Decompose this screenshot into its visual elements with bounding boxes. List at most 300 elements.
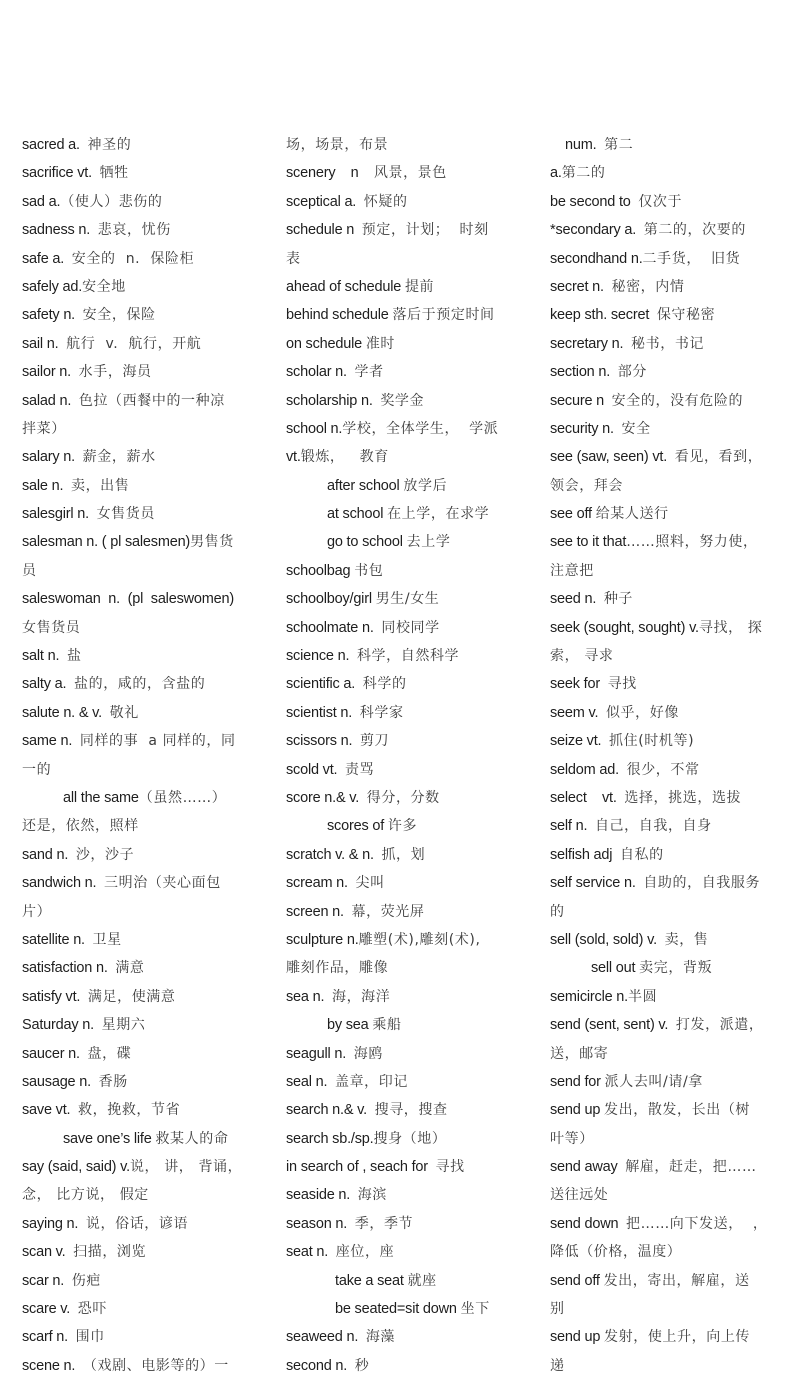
vocab-entry — [286, 301, 522, 329]
entry-headword: secondhand n. — [550, 250, 643, 267]
entry-headword: on schedule — [286, 335, 366, 352]
entry-definition: 拌菜） — [22, 420, 66, 437]
vocab-entry — [286, 1011, 522, 1039]
entry-headword: season n. — [286, 1215, 355, 1232]
entry-definition: 季，季节 — [354, 1215, 414, 1232]
entry-definition: 寻找 — [607, 676, 637, 693]
entry-definition: 悲哀，忧伤 — [97, 222, 171, 239]
entry-headword: school n. — [286, 420, 343, 437]
entry-headword: sceptical a. — [286, 193, 364, 210]
entry-definition: 盖章，印记 — [334, 1073, 408, 1090]
entry-headword: num. — [565, 137, 605, 153]
entry-headword: schedule n — [286, 222, 362, 239]
entry-headword: vt. — [286, 449, 301, 466]
vocab-entry — [22, 784, 258, 812]
entry-headword: secretary n. — [550, 335, 632, 352]
entry-definition: 自助的，自我服务 — [643, 875, 761, 892]
entry-headword: satisfaction n. — [22, 960, 116, 977]
vocab-entry — [550, 443, 788, 471]
entry-definition: 把……向下发送， ， — [626, 1215, 768, 1232]
entry-headword: scan v. — [22, 1244, 74, 1261]
entry-headword: send for — [550, 1073, 605, 1090]
vocab-entry — [286, 500, 522, 528]
vocab-entry — [550, 1096, 788, 1124]
entry-headword: save vt. — [22, 1102, 79, 1119]
vocab-entry-continuation — [550, 642, 788, 670]
vocab-entry — [550, 1323, 788, 1351]
entry-definition: 场，场景，布景 — [286, 137, 389, 153]
entry-headword: scar n. — [22, 1272, 72, 1289]
entry-definition: 安全，保险 — [82, 307, 156, 324]
vocab-entry — [286, 727, 522, 755]
entry-headword: all the same — [63, 789, 139, 806]
vocab-entry — [22, 1011, 258, 1039]
entry-definition: 搜身（地） — [373, 1130, 447, 1147]
vocab-entry — [550, 216, 788, 244]
vocab-entry — [22, 670, 258, 698]
entry-definition: 念， 比方说， 假定 — [22, 1187, 149, 1204]
vocab-entry-continuation — [550, 1352, 788, 1380]
vocab-entry — [286, 812, 522, 840]
entry-headword: be second to — [550, 193, 639, 210]
entry-definition: 自私的 — [619, 846, 664, 863]
entry-definition: 牺牲 — [99, 165, 129, 182]
entry-definition: 安全 — [621, 420, 651, 437]
vocab-entry — [286, 841, 522, 869]
entry-definition: 雕刻作品，雕像 — [286, 960, 389, 977]
entry-headword: at school — [327, 506, 388, 523]
vocab-entry — [22, 301, 258, 329]
vocab-entry — [22, 330, 258, 358]
vocab-entry — [550, 784, 788, 812]
entry-definition: 提前 — [404, 278, 435, 295]
vocab-entry — [286, 188, 522, 216]
vocab-entry — [286, 1125, 522, 1153]
entry-headword: seek (sought, sought) v. — [550, 619, 699, 636]
vocab-entry — [286, 1238, 522, 1266]
entry-definition: 部分 — [617, 364, 647, 381]
entry-definition: 降低（价格，温度） — [550, 1244, 682, 1261]
vocab-entry — [22, 245, 258, 273]
entry-headword: safe a. — [22, 250, 72, 267]
entry-definition: 薪金，薪水 — [82, 449, 156, 466]
vocab-entry — [286, 614, 522, 642]
entry-headword: salt n. — [22, 648, 67, 665]
vocab-entry — [550, 699, 788, 727]
vocab-entry — [286, 472, 522, 500]
entry-definition: 员 — [22, 562, 37, 579]
vocab-entry-continuation — [22, 614, 258, 642]
entry-definition: 别 — [550, 1301, 565, 1318]
entry-headword: scholar n. — [286, 364, 355, 381]
entry-headword: sad a. — [22, 193, 61, 210]
vocab-entry — [550, 983, 788, 1011]
vocab-entry — [286, 443, 522, 471]
vocab-entry — [22, 273, 258, 301]
entry-headword: scientist n. — [286, 704, 360, 721]
vocab-entry — [550, 1068, 788, 1096]
vocab-entry — [550, 330, 788, 358]
entry-definition: 自己，自我，自身 — [594, 818, 712, 835]
vocab-entry — [22, 159, 258, 187]
entry-headword: schoolboy/girl — [286, 591, 376, 608]
entry-headword: saying n. — [22, 1215, 86, 1232]
entry-headword: seem v. — [550, 704, 606, 721]
entry-definition: 第二的，次要的 — [643, 222, 746, 239]
entry-definition: 神圣的 — [87, 137, 132, 153]
entry-headword: saleswoman n. (pl saleswomen) — [22, 591, 234, 608]
entry-headword: seal n. — [286, 1073, 335, 1090]
entry-headword: behind schedule — [286, 307, 393, 324]
entry-headword: scold vt. — [286, 761, 346, 778]
entry-definition: 同样的事 a 同样的，同 — [79, 733, 236, 750]
vocab-entry — [286, 1210, 522, 1238]
vocab-entry — [22, 500, 258, 528]
vocab-entry — [286, 273, 522, 301]
vocab-entry — [286, 784, 522, 812]
vocab-entry-continuation — [550, 1181, 788, 1209]
entry-headword: send off — [550, 1272, 604, 1289]
entry-headword: science n. — [286, 648, 357, 665]
entry-definition: 锻炼， 教育 — [300, 449, 389, 466]
entry-definition: ……照料，努力使， — [626, 534, 758, 551]
entry-headword: second n. — [286, 1357, 355, 1374]
entry-definition: 海滨 — [357, 1187, 387, 1204]
entry-definition: 怀疑的 — [363, 193, 408, 210]
entry-definition: 安全的 n. 保险柜 — [71, 250, 195, 267]
entry-definition: 奖学金 — [380, 392, 425, 409]
vocab-entry-continuation — [550, 898, 788, 926]
entry-definition: 还是，依然，照样 — [22, 818, 139, 835]
vocab-entry — [22, 1238, 258, 1266]
entry-definition: 选择，挑选，选拔 — [624, 789, 742, 806]
vocab-entry — [286, 387, 522, 415]
vocab-entry — [22, 528, 258, 556]
vocab-entry — [550, 585, 788, 613]
vocab-entry — [550, 415, 788, 443]
vocab-entry — [550, 756, 788, 784]
vocab-entry — [286, 898, 522, 926]
entry-headword: a. — [550, 165, 562, 182]
entry-headword: scare v. — [22, 1301, 78, 1318]
vocab-entry — [22, 1068, 258, 1096]
vocab-entry — [22, 954, 258, 982]
entry-definition: 同校同学 — [381, 619, 440, 636]
column-1 — [22, 131, 258, 1380]
entry-definition: 救，挽救，节省 — [78, 1102, 181, 1119]
entry-definition: 索， 寻求 — [550, 648, 614, 665]
entry-headword: send up — [550, 1102, 605, 1119]
entry-headword: send down — [550, 1215, 626, 1232]
vocab-entry — [22, 1096, 258, 1124]
entry-definition: 三明治（夹心面包 — [104, 875, 221, 892]
entry-definition: 落后于预定时间 — [392, 307, 495, 324]
vocab-entry — [286, 1068, 522, 1096]
entry-definition: 幕，荧光屏 — [351, 903, 425, 920]
entry-definition: 发出，寄出，解雇，送 — [603, 1272, 750, 1289]
entry-headword: take a seat — [335, 1272, 408, 1289]
vocab-entry — [286, 1096, 522, 1124]
entry-headword: self n. — [550, 818, 595, 835]
entry-headword: save one’s life — [63, 1130, 156, 1147]
entry-headword: scissors n. — [286, 733, 360, 750]
vocab-entry — [22, 472, 258, 500]
entry-definition: 敬礼 — [109, 704, 139, 721]
vocab-entry — [550, 245, 788, 273]
entry-headword: see to it that — [550, 534, 627, 551]
entry-definition: 围巾 — [75, 1329, 105, 1346]
entry-headword: ahead of schedule — [286, 278, 405, 295]
entry-headword: scenery n — [286, 165, 374, 182]
entry-definition: 放学后 — [403, 477, 448, 494]
entry-definition: 航行 v. 航行，开航 — [66, 335, 202, 352]
entry-headword: saucer n. — [22, 1045, 88, 1062]
vocab-entry — [550, 131, 788, 159]
vocab-entry — [550, 1267, 788, 1295]
vocab-entry — [286, 1267, 522, 1295]
vocab-entry — [550, 954, 788, 982]
entry-definition: 女售货员 — [22, 619, 81, 636]
entry-definition: 卖，售 — [664, 931, 709, 948]
entry-definition: 看见，看到， — [674, 449, 763, 466]
entry-definition: （使人）悲伤的 — [60, 193, 163, 210]
entry-definition: 学者 — [354, 364, 384, 381]
vocab-entry-continuation — [550, 1040, 788, 1068]
entry-headword: say (said, said) v. — [22, 1159, 130, 1176]
entry-definition: 责骂 — [345, 761, 375, 778]
entry-headword: scholarship n. — [286, 392, 381, 409]
entry-definition: 的 — [550, 903, 565, 920]
entry-definition: 许多 — [387, 818, 418, 835]
entry-definition: 种子 — [603, 591, 634, 608]
vocab-entry — [22, 585, 258, 613]
entry-definition: 满意 — [115, 960, 145, 977]
vocab-entry-continuation — [22, 756, 258, 784]
entry-definition: 扫描，浏览 — [73, 1244, 147, 1261]
vocab-entry — [22, 1210, 258, 1238]
entry-headword: see (saw, seen) vt. — [550, 449, 675, 466]
entry-headword: security n. — [550, 420, 622, 437]
vocab-entry — [286, 1323, 522, 1351]
entry-headword: score n.& v. — [286, 789, 367, 806]
entry-headword: sculpture n. — [286, 931, 359, 948]
entry-definition: 片） — [22, 903, 52, 920]
vocab-entry — [286, 1352, 522, 1380]
entry-definition: 保守秘密 — [656, 307, 716, 324]
vocab-entry — [286, 926, 522, 954]
vocab-entry-continuation — [22, 898, 258, 926]
entry-definition: 色拉（西餐中的一种凉 — [78, 392, 225, 409]
column-3 — [550, 131, 788, 1380]
entry-headword: see off — [550, 506, 596, 523]
entry-definition: 就座 — [407, 1272, 437, 1289]
vocab-entry — [286, 1153, 522, 1181]
entry-headword: salesgirl n. — [22, 506, 97, 523]
entry-headword: sale n. — [22, 477, 71, 494]
vocab-entry-continuation — [286, 131, 522, 159]
entry-definition: 在上学，在求学 — [387, 506, 490, 523]
entry-definition: 说，俗话，谚语 — [85, 1215, 189, 1232]
vocab-entry — [22, 358, 258, 386]
entry-headword: go to school — [327, 534, 407, 551]
vocab-entry — [286, 330, 522, 358]
entry-headword: sadness n. — [22, 222, 98, 239]
vocab-entry — [550, 159, 788, 187]
entry-definition: 卫星 — [92, 931, 122, 948]
vocab-entry — [286, 699, 522, 727]
vocab-entry — [550, 387, 788, 415]
vocab-entry-continuation — [550, 1125, 788, 1153]
vocab-entry — [22, 216, 258, 244]
vocab-entry — [550, 670, 788, 698]
vocab-entry-continuation — [550, 1238, 788, 1266]
entry-definition: 救某人的命 — [155, 1130, 229, 1147]
entry-definition: 风景，景色 — [373, 165, 447, 182]
entry-definition: 解雇，赶走，把…… — [625, 1159, 757, 1176]
entry-definition: 送，邮寄 — [550, 1045, 609, 1062]
vocab-entry — [286, 869, 522, 897]
vocab-entry — [550, 1210, 788, 1238]
vocab-entry-continuation — [22, 415, 258, 443]
entry-definition: 书包 — [354, 562, 384, 579]
entry-headword: selfish adj — [550, 846, 620, 863]
entry-headword: scarf n. — [22, 1329, 76, 1346]
vocab-entry — [550, 1011, 788, 1039]
entry-definition: 乘船 — [372, 1017, 402, 1034]
vocab-entry — [22, 642, 258, 670]
entry-definition: 抓，划 — [381, 846, 426, 863]
vocab-entry — [550, 614, 788, 642]
entry-headword: salty a. — [22, 676, 74, 693]
vocab-entry-continuation — [22, 812, 258, 840]
entry-headword: keep sth. secret — [550, 307, 657, 324]
entry-definition: 科学家 — [359, 704, 404, 721]
vocab-entry — [286, 528, 522, 556]
entry-definition: （虽然……） — [138, 789, 227, 806]
entry-headword: seagull n. — [286, 1045, 354, 1062]
entry-definition: 满足，使满意 — [87, 988, 176, 1005]
vocab-entry — [550, 812, 788, 840]
entry-definition: 男售货 — [190, 534, 234, 551]
entry-definition: 海，海洋 — [331, 988, 391, 1005]
entry-headword: secure n — [550, 392, 612, 409]
entry-headword: *secondary a. — [550, 222, 644, 239]
vocab-entry — [550, 1153, 788, 1181]
vocab-entry — [22, 1125, 258, 1153]
entry-headword: seaside n. — [286, 1187, 358, 1204]
entry-headword: search sb./sp. — [286, 1130, 374, 1147]
entry-definition: 注意把 — [550, 562, 594, 579]
vocab-entry — [286, 358, 522, 386]
entry-definition: 打发，派遣， — [675, 1017, 764, 1034]
vocab-entry — [22, 131, 258, 159]
vocab-entry — [22, 1153, 258, 1181]
vocab-entry-continuation — [550, 1295, 788, 1323]
vocab-entry-continuation — [22, 1181, 258, 1209]
entry-definition: 秘密，内情 — [611, 278, 685, 295]
entry-definition: 抓住(时机等) — [609, 733, 695, 750]
entry-definition: 星期六 — [101, 1017, 146, 1034]
entry-headword: scientific a. — [286, 676, 363, 693]
entry-definition: 得分，分数 — [366, 789, 440, 806]
entry-definition: 寻找， 探 — [698, 619, 763, 636]
entry-definition: 领会，拜会 — [550, 477, 623, 494]
entry-definition: 似乎，好像 — [605, 704, 679, 721]
entry-headword: select vt. — [550, 789, 625, 806]
entry-definition: 沙，沙子 — [75, 846, 135, 863]
entry-headword: sell out — [591, 960, 640, 977]
entry-definition: 仅次于 — [638, 193, 683, 210]
entry-definition: 搜寻，搜查 — [374, 1102, 448, 1119]
entry-definition: 派人去叫/请/拿 — [604, 1073, 703, 1090]
entry-definition: 盐 — [66, 648, 82, 665]
entry-definition: 卖完，背叛 — [639, 960, 713, 977]
entry-definition: 安全的，没有危险的 — [611, 392, 744, 409]
vocab-entry-continuation — [286, 954, 522, 982]
entry-headword: sand n. — [22, 846, 76, 863]
vocab-entry — [550, 188, 788, 216]
entry-definition: （戏剧、电影等的）一 — [82, 1357, 229, 1374]
vocab-entry — [550, 528, 788, 556]
entry-headword: send away — [550, 1159, 626, 1176]
vocab-entry — [286, 1295, 522, 1323]
entry-definition: 第二的 — [561, 165, 606, 182]
entry-headword: sea n. — [286, 988, 332, 1005]
entry-headword: seat n. — [286, 1244, 336, 1261]
entry-definition: 香肠 — [98, 1073, 128, 1090]
vocab-entry — [550, 358, 788, 386]
entry-definition: 剪刀 — [359, 733, 390, 750]
entry-headword: seek for — [550, 676, 608, 693]
entry-headword: semicircle n. — [550, 988, 628, 1005]
vocab-entry — [22, 1267, 258, 1295]
entry-headword: be seated=sit down — [335, 1301, 461, 1318]
entry-definition: 盘，碟 — [87, 1045, 132, 1062]
vocab-entry — [550, 301, 788, 329]
entry-definition: 叶等） — [550, 1130, 594, 1147]
entry-headword: safely ad. — [22, 278, 83, 295]
entry-headword: sell (sold, sold) v. — [550, 931, 665, 948]
vocab-entry — [550, 500, 788, 528]
vocab-entry — [22, 727, 258, 755]
entry-headword: salute n. & v. — [22, 704, 110, 721]
entry-definition: 男生/女生 — [375, 591, 440, 608]
entry-headword: sausage n. — [22, 1073, 99, 1090]
vocab-entry — [22, 1352, 258, 1380]
entry-headword: seldom ad. — [550, 761, 627, 778]
vocab-entry-continuation — [22, 557, 258, 585]
entry-definition: 座位，座 — [335, 1244, 395, 1261]
vocab-entry — [22, 1323, 258, 1351]
vocab-entry — [286, 415, 522, 443]
vocab-entry — [286, 642, 522, 670]
entry-definition: 女售货员 — [96, 506, 155, 523]
vocab-entry — [22, 699, 258, 727]
vocab-entry — [286, 983, 522, 1011]
entry-definition: 卖，出售 — [70, 477, 130, 494]
entry-headword: sacrifice vt. — [22, 165, 100, 182]
entry-definition: 秒 — [354, 1357, 370, 1374]
entry-headword: seed n. — [550, 591, 604, 608]
entry-headword: sandwich n. — [22, 875, 105, 892]
entry-headword: in search of , seach for — [286, 1159, 436, 1176]
entry-headword: satellite n. — [22, 931, 93, 948]
vocab-entry — [286, 756, 522, 784]
vocab-entry — [550, 727, 788, 755]
entry-definition: 一的 — [22, 761, 52, 778]
vocab-entry — [550, 869, 788, 897]
entry-headword: same n. — [22, 733, 80, 750]
